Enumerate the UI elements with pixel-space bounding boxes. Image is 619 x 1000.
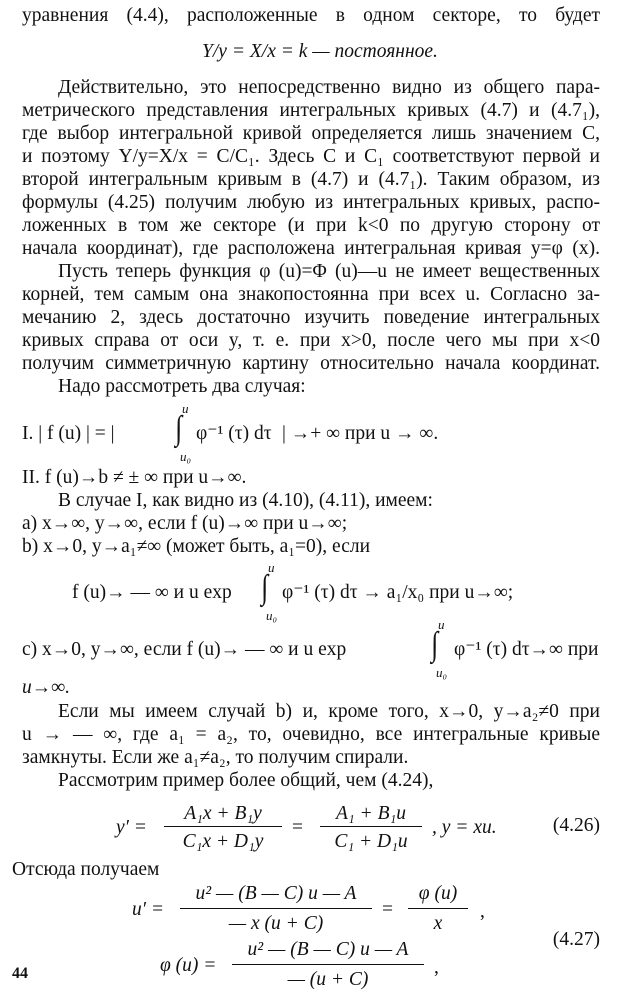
fraction-bar bbox=[164, 826, 282, 827]
text-line: a) x→∞, y→∞, если f (u)→∞ при u→∞; bbox=[22, 513, 348, 534]
eq-comma: , bbox=[434, 957, 439, 978]
eq-comma: , bbox=[480, 901, 485, 922]
text-line: Отсюда получаем bbox=[12, 859, 160, 880]
int-upper-limit: u bbox=[182, 401, 189, 416]
int-lower-limit: u₀ bbox=[436, 665, 448, 680]
text-line: ложенных в том же секторе (и при k<0 по другую сторону от bbox=[22, 215, 600, 236]
text-line: b) x→0, y→a₁≠∞ (может быть, a₁=0), если bbox=[22, 536, 371, 557]
text-line: и поэтому Y/y=X/x = C/C₁. Здесь C и C₁ соответствуют первой и bbox=[22, 146, 600, 167]
eq-tail: , y = xu. bbox=[432, 817, 497, 838]
text-line: начала координат), где расположена интегральная кривая y=φ (x). bbox=[22, 238, 600, 259]
text-line: кривых справа от оси y, т. е. при x>0, после чего мы при x<0 bbox=[22, 330, 600, 351]
text-line: корней, тем самым она знакопостоянна при всех u. Согласно за- bbox=[22, 284, 600, 305]
equation-number: (4.26) bbox=[552, 815, 600, 836]
text-line: u→∞. bbox=[22, 677, 71, 698]
eq-integrand: φ⁻¹ (τ) dτ → a₁/x₀ при u→∞; bbox=[282, 582, 514, 603]
integral-sign: ∫ bbox=[431, 626, 439, 663]
fraction-denominator: — x (u + C) bbox=[228, 913, 324, 934]
integral-sign: ∫ bbox=[175, 410, 183, 447]
text-line: Надо рассмотреть два случая: bbox=[58, 376, 306, 397]
eq-lhs: y′ = bbox=[116, 817, 147, 838]
eq-equals: = bbox=[292, 817, 303, 838]
text-line: метрического представления интегральных кривых (4.7) и (4.7₁), bbox=[22, 100, 600, 121]
eq-left: f (u)→ — ∞ и u exp bbox=[72, 582, 232, 603]
text-line: u → — ∞, где a₁ = a₂, то, очевидно, все интегральные кривые bbox=[22, 724, 600, 745]
text-line: Действительно, это непосредственно видно из общего пара- bbox=[58, 77, 600, 98]
text-line: второй интегральным кривым в (4.7) и (4.7₁). Таким образом, из bbox=[22, 169, 600, 190]
fraction-numerator: φ (u) bbox=[418, 883, 458, 904]
text-line: формулы (4.25) получим любую из интегральных кривых, распо- bbox=[22, 192, 600, 213]
fraction-numerator: A₁x + B₁y bbox=[184, 803, 262, 824]
equation-number: (4.27) bbox=[552, 929, 600, 950]
int-upper-limit: u bbox=[438, 617, 445, 632]
eq-left: I. | f (u) | = | bbox=[22, 423, 115, 444]
text-line: уравнения (4.4), расположенные в одном секторе, то будет bbox=[22, 5, 600, 26]
fraction-bar bbox=[232, 964, 424, 965]
fraction-numerator: u² — (B — C) u — A bbox=[247, 939, 409, 960]
text-line: мечанию 2, здесь достаточно изучить поведение интегральных bbox=[22, 307, 600, 328]
fraction-denominator: x bbox=[433, 913, 443, 934]
eq-left: c) x→0, y→∞, если f (u)→ — ∞ и u exp bbox=[22, 639, 347, 660]
eq-lhs: φ (u) = bbox=[160, 955, 217, 976]
text-line: замкнуты. Если же a₁≠a₂, то получим спирали. bbox=[22, 747, 409, 768]
fraction-bar bbox=[180, 908, 372, 909]
fraction-numerator: A₁ + B₁u bbox=[335, 803, 407, 824]
fraction-bar bbox=[320, 826, 422, 827]
page-number: 44 bbox=[12, 965, 28, 982]
fraction-denominator: — (u + C) bbox=[287, 969, 369, 990]
text-line: Если мы имеем случай b) и, кроме того, x→0, y→a₂≠0 при bbox=[58, 701, 600, 722]
eq-integrand: φ⁻¹ (τ) dτ bbox=[196, 423, 272, 444]
text-line: В случае I, как видно из (4.10), (4.11), имеем: bbox=[58, 490, 433, 511]
eq-lhs: u′ = bbox=[132, 899, 165, 920]
eq-integrand: φ⁻¹ (τ) dτ→∞ при bbox=[454, 639, 599, 660]
fraction-numerator: u² — (B — C) u — A bbox=[195, 883, 357, 904]
text-line: получим симметричную картину относительно начала координат. bbox=[22, 353, 600, 374]
eq-right: | →+ ∞ при u → ∞. bbox=[282, 423, 439, 444]
text-line: II. f (u)→b ≠ ± ∞ при u→∞. bbox=[22, 467, 247, 488]
formula-line: Y/y = X/x = k — постоянное. bbox=[202, 41, 438, 62]
text-line: Рассмотрим пример более общий, чем (4.24), bbox=[58, 770, 434, 791]
int-lower-limit: u₀ bbox=[266, 608, 278, 623]
int-lower-limit: u₀ bbox=[180, 449, 192, 464]
eq-equals: = bbox=[382, 899, 393, 920]
text-line: Пусть теперь функция φ (u)=Φ (u)—u не имеет вещественных bbox=[58, 261, 600, 282]
fraction-bar bbox=[408, 908, 468, 909]
text-line: где выбор интегральной кривой определяется лишь значением C, bbox=[22, 123, 600, 144]
fraction-denominator: C₁x + D₁y bbox=[182, 831, 264, 852]
integral-sign: ∫ bbox=[261, 569, 269, 606]
fraction-denominator: C₁ + D₁u bbox=[334, 831, 408, 852]
int-upper-limit: u bbox=[268, 560, 275, 575]
